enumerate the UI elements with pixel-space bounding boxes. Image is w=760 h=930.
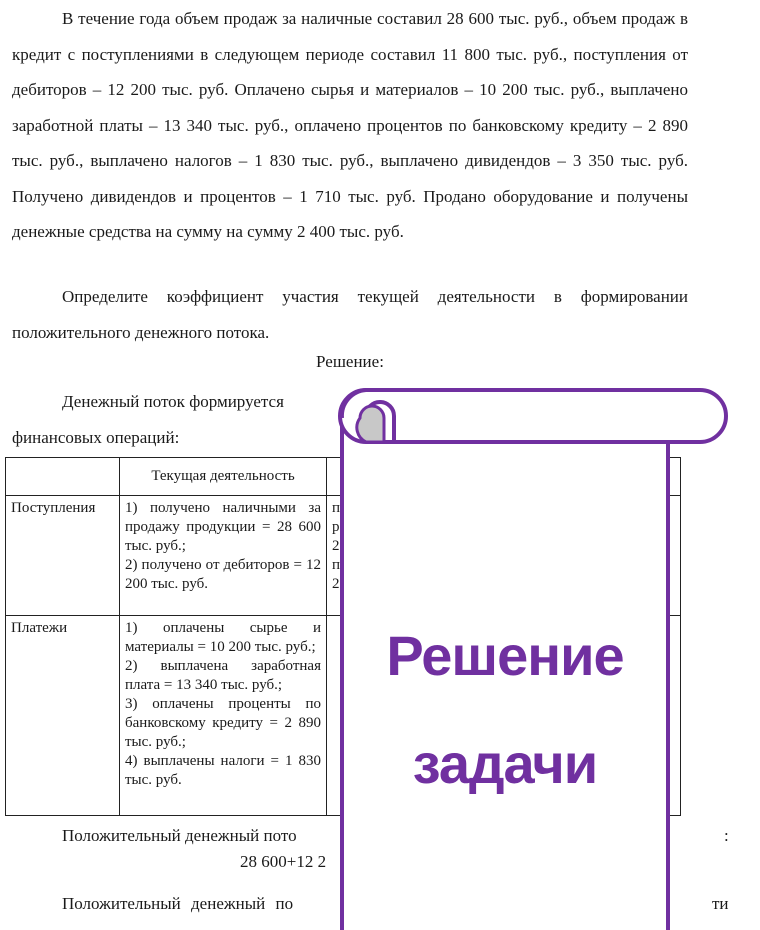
intro-text-start: Денежный поток формируется — [62, 392, 284, 411]
list-item: 2) получено от дебиторов = 12 200 тыс. руб. — [125, 557, 321, 592]
list-item: 2) выплачена заработная плата = 13 340 тыс. руб.; — [125, 658, 321, 693]
task-paragraph: Определите коэффициент участия текущей деятельности в формировании положительного денежного потока. — [12, 287, 688, 342]
list-item: 1) оплачены сырье и материалы = 10 200 тыс. руб.; — [125, 620, 321, 655]
solution-scroll-banner[interactable] — [338, 386, 730, 930]
header-current-activity: Текущая деятельность — [120, 458, 327, 496]
row-label-payments: Платежи — [6, 616, 120, 816]
positive-flow-start: Положительный денежный пото — [62, 826, 297, 845]
positive-flow-end: : — [724, 826, 729, 845]
list-item: 3) оплачены проценты по банковскому кредиту = 2 890 тыс. руб.; — [125, 696, 321, 750]
list-item: 1) получено наличными за продажу продукции = 28 600 тыс. руб.; — [125, 500, 321, 554]
solution-heading: Решение: — [316, 352, 384, 371]
partial-column-text: п р 2 п 2 — [332, 500, 341, 592]
problem-paragraph: В течение года объем продаж за наличные составил 28 600 тыс. руб., объем продаж в кредит с поступлениями в следующем периоде составил 11 800 тыс. руб., поступления от дебиторов – 12 200 тыс. руб. Оплачено сырья и материалов – 10 200 тыс. руб., выплачено заработной платы – 13 340 тыс. руб., оплачено процентов по банковскому кредиту – 2 890 тыс. руб., выплачено налогов – 1 830 тыс. руб., выплачено дивидендов – 3 350 тыс. руб. Получено дивидендов и процентов – 1 710 тыс. руб. Продано оборудование и получены денежные средства на сумму на сумму 2 400 тыс. руб. — [12, 9, 688, 241]
header-empty-cell — [6, 458, 120, 496]
positive-flow-2-start: Положительный денежный по — [62, 894, 294, 913]
row-label-receipts: Поступления — [6, 496, 120, 616]
receipts-current-cell — [120, 496, 327, 616]
scroll-title-line1: Решение — [386, 624, 624, 687]
payments-current-cell — [120, 616, 327, 816]
list-item: 4) выплачены налоги = 1 830 тыс. руб. — [125, 753, 321, 788]
scroll-title — [342, 602, 668, 818]
intro-text-rest: финансовых операций: — [12, 427, 180, 447]
positive-flow-2-end: ти — [712, 894, 729, 913]
scroll-title-line2: задачи — [412, 732, 598, 795]
formula-line: 28 600+12 2 — [240, 852, 327, 871]
